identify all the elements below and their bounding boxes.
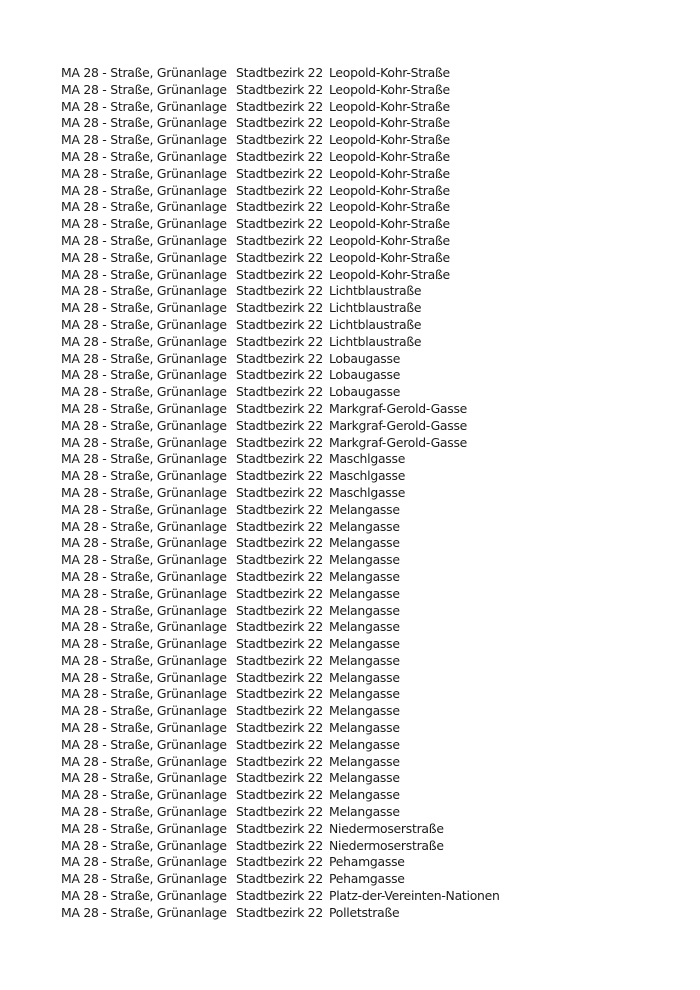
department-cell: MA 28 - Straße, Grünanlage [61,266,227,282]
department-cell: MA 28 - Straße, Grünanlage [61,669,227,685]
table-row [61,401,500,418]
street-cell: Niedermoserstraße [329,837,444,853]
department-cell: MA 28 - Straße, Grünanlage [61,333,227,349]
department-cell: MA 28 - Straße, Grünanlage [61,300,227,316]
district-cell: Stadtbezirk 22 [236,81,323,97]
department-cell: MA 28 - Straße, Grünanlage [61,804,227,820]
table-row [61,686,500,703]
table-row [61,519,500,536]
district-cell: Stadtbezirk 22 [236,703,323,719]
street-cell: Melangasse [329,636,400,652]
table-row [61,351,500,368]
district-cell: Stadtbezirk 22 [236,568,323,584]
street-cell: Melangasse [329,619,400,635]
department-cell: MA 28 - Straße, Grünanlage [61,854,227,870]
table-row [61,737,500,754]
district-cell: Stadtbezirk 22 [236,98,323,114]
street-cell: Maschlgasse [329,451,406,467]
department-cell: MA 28 - Straße, Grünanlage [61,316,227,332]
street-cell: Leopold-Kohr-Straße [329,132,450,148]
district-cell: Stadtbezirk 22 [236,199,323,215]
table-row [61,132,500,149]
table-row [61,267,500,284]
district-cell: Stadtbezirk 22 [236,333,323,349]
table-row [61,888,500,905]
street-cell: Leopold-Kohr-Straße [329,81,450,97]
department-cell: MA 28 - Straße, Grünanlage [61,535,227,551]
department-cell: MA 28 - Straße, Grünanlage [61,585,227,601]
department-cell: MA 28 - Straße, Grünanlage [61,568,227,584]
department-cell: MA 28 - Straße, Grünanlage [61,384,227,400]
department-cell: MA 28 - Straße, Grünanlage [61,148,227,164]
street-cell: Melangasse [329,501,400,517]
street-cell: Pehamgasse [329,871,405,887]
department-cell: MA 28 - Straße, Grünanlage [61,132,227,148]
table-row [61,552,500,569]
table-row [61,435,500,452]
district-cell: Stadtbezirk 22 [236,300,323,316]
street-cell: Melangasse [329,787,400,803]
street-cell: Melangasse [329,770,400,786]
district-cell: Stadtbezirk 22 [236,266,323,282]
department-cell: MA 28 - Straße, Grünanlage [61,182,227,198]
table-row [61,216,500,233]
table-row [61,367,500,384]
street-cell: Melangasse [329,518,400,534]
street-cell: Leopold-Kohr-Straße [329,232,450,248]
district-cell: Stadtbezirk 22 [236,367,323,383]
street-cell: Leopold-Kohr-Straße [329,148,450,164]
district-cell: Stadtbezirk 22 [236,904,323,920]
street-cell: Melangasse [329,652,400,668]
district-cell: Stadtbezirk 22 [236,669,323,685]
department-cell: MA 28 - Straße, Grünanlage [61,552,227,568]
table-row [61,317,500,334]
table-row [61,233,500,250]
department-cell: MA 28 - Straße, Grünanlage [61,115,227,131]
table-row [61,183,500,200]
district-cell: Stadtbezirk 22 [236,837,323,853]
district-cell: Stadtbezirk 22 [236,501,323,517]
street-cell: Melangasse [329,720,400,736]
street-cell: Lobaugasse [329,384,401,400]
street-cell: Maschlgasse [329,484,406,500]
table-row [61,838,500,855]
table-row [61,703,500,720]
street-cell: Melangasse [329,552,400,568]
table-row [61,619,500,636]
district-cell: Stadtbezirk 22 [236,216,323,232]
street-cell: Lichtblaustraße [329,333,422,349]
department-cell: MA 28 - Straße, Grünanlage [61,602,227,618]
district-cell: Stadtbezirk 22 [236,804,323,820]
table-row [61,384,500,401]
department-cell: MA 28 - Straße, Grünanlage [61,619,227,635]
department-cell: MA 28 - Straße, Grünanlage [61,652,227,668]
department-cell: MA 28 - Straße, Grünanlage [61,350,227,366]
street-cell: Lichtblaustraße [329,316,422,332]
department-cell: MA 28 - Straße, Grünanlage [61,904,227,920]
street-cell: Leopold-Kohr-Straße [329,199,450,215]
table-row [61,250,500,267]
department-cell: MA 28 - Straße, Grünanlage [61,199,227,215]
table-row [61,418,500,435]
document-page [61,65,500,922]
department-cell: MA 28 - Straße, Grünanlage [61,81,227,97]
street-cell: Melangasse [329,736,400,752]
district-cell: Stadtbezirk 22 [236,484,323,500]
district-cell: Stadtbezirk 22 [236,619,323,635]
street-cell: Melangasse [329,669,400,685]
department-cell: MA 28 - Straße, Grünanlage [61,736,227,752]
street-cell: Lobaugasse [329,350,401,366]
table-row [61,653,500,670]
street-cell: Leopold-Kohr-Straße [329,65,450,80]
street-cell: Polletstraße [329,904,400,920]
department-cell: MA 28 - Straße, Grünanlage [61,770,227,786]
district-cell: Stadtbezirk 22 [236,132,323,148]
table-row [61,283,500,300]
district-cell: Stadtbezirk 22 [236,736,323,752]
district-cell: Stadtbezirk 22 [236,535,323,551]
district-cell: Stadtbezirk 22 [236,720,323,736]
department-cell: MA 28 - Straße, Grünanlage [61,451,227,467]
street-cell: Lichtblaustraße [329,283,422,299]
table-row [61,754,500,771]
department-cell: MA 28 - Straße, Grünanlage [61,888,227,904]
district-cell: Stadtbezirk 22 [236,165,323,181]
table-row [61,636,500,653]
district-cell: Stadtbezirk 22 [236,350,323,366]
district-cell: Stadtbezirk 22 [236,652,323,668]
table-row [61,99,500,116]
table-row [61,82,500,99]
district-cell: Stadtbezirk 22 [236,552,323,568]
department-cell: MA 28 - Straße, Grünanlage [61,837,227,853]
table-row [61,871,500,888]
department-cell: MA 28 - Straße, Grünanlage [61,686,227,702]
table-row [61,569,500,586]
district-cell: Stadtbezirk 22 [236,770,323,786]
department-cell: MA 28 - Straße, Grünanlage [61,468,227,484]
district-cell: Stadtbezirk 22 [236,636,323,652]
table-row [61,586,500,603]
district-cell: Stadtbezirk 22 [236,384,323,400]
department-cell: MA 28 - Straße, Grünanlage [61,400,227,416]
district-cell: Stadtbezirk 22 [236,871,323,887]
street-cell: Leopold-Kohr-Straße [329,216,450,232]
department-cell: MA 28 - Straße, Grünanlage [61,636,227,652]
table-row [61,821,500,838]
department-cell: MA 28 - Straße, Grünanlage [61,753,227,769]
district-cell: Stadtbezirk 22 [236,417,323,433]
street-cell: Lobaugasse [329,367,401,383]
table-row [61,720,500,737]
department-cell: MA 28 - Straße, Grünanlage [61,501,227,517]
street-cell: Leopold-Kohr-Straße [329,266,450,282]
department-cell: MA 28 - Straße, Grünanlage [61,65,227,80]
department-cell: MA 28 - Straße, Grünanlage [61,703,227,719]
table-row [61,451,500,468]
street-cell: Melangasse [329,585,400,601]
table-row [61,115,500,132]
department-cell: MA 28 - Straße, Grünanlage [61,249,227,265]
district-cell: Stadtbezirk 22 [236,316,323,332]
department-cell: MA 28 - Straße, Grünanlage [61,216,227,232]
district-cell: Stadtbezirk 22 [236,451,323,467]
district-cell: Stadtbezirk 22 [236,468,323,484]
district-cell: Stadtbezirk 22 [236,148,323,164]
street-cell: Markgraf-Gerold-Gasse [329,400,468,416]
street-cell: Melangasse [329,686,400,702]
street-cell: Pehamgasse [329,854,405,870]
table-row [61,334,500,351]
street-cell: Leopold-Kohr-Straße [329,165,450,181]
department-cell: MA 28 - Straße, Grünanlage [61,820,227,836]
district-cell: Stadtbezirk 22 [236,585,323,601]
district-cell: Stadtbezirk 22 [236,518,323,534]
street-cell: Markgraf-Gerold-Gasse [329,434,468,450]
street-cell: Melangasse [329,804,400,820]
district-cell: Stadtbezirk 22 [236,888,323,904]
district-cell: Stadtbezirk 22 [236,249,323,265]
table-row [61,905,500,922]
street-cell: Leopold-Kohr-Straße [329,182,450,198]
table-row [61,300,500,317]
department-cell: MA 28 - Straße, Grünanlage [61,720,227,736]
street-cell: Melangasse [329,535,400,551]
table-row [61,770,500,787]
department-cell: MA 28 - Straße, Grünanlage [61,518,227,534]
district-cell: Stadtbezirk 22 [236,182,323,198]
department-cell: MA 28 - Straße, Grünanlage [61,232,227,248]
department-cell: MA 28 - Straße, Grünanlage [61,484,227,500]
district-cell: Stadtbezirk 22 [236,602,323,618]
department-cell: MA 28 - Straße, Grünanlage [61,165,227,181]
table-row [61,199,500,216]
district-cell: Stadtbezirk 22 [236,854,323,870]
department-cell: MA 28 - Straße, Grünanlage [61,417,227,433]
street-cell: Platz-der-Vereinten-Nationen [329,888,500,904]
district-cell: Stadtbezirk 22 [236,65,323,80]
street-cell: Melangasse [329,703,400,719]
table-row [61,468,500,485]
table-row [61,65,500,82]
department-cell: MA 28 - Straße, Grünanlage [61,98,227,114]
district-cell: Stadtbezirk 22 [236,115,323,131]
table-row [61,166,500,183]
district-cell: Stadtbezirk 22 [236,232,323,248]
table-row [61,485,500,502]
district-cell: Stadtbezirk 22 [236,753,323,769]
district-cell: Stadtbezirk 22 [236,820,323,836]
table-row [61,603,500,620]
department-cell: MA 28 - Straße, Grünanlage [61,787,227,803]
table-row [61,149,500,166]
street-cell: Leopold-Kohr-Straße [329,249,450,265]
district-cell: Stadtbezirk 22 [236,400,323,416]
district-cell: Stadtbezirk 22 [236,686,323,702]
table-row [61,670,500,687]
street-cell: Maschlgasse [329,468,406,484]
street-cell: Leopold-Kohr-Straße [329,115,450,131]
district-cell: Stadtbezirk 22 [236,434,323,450]
table-row [61,787,500,804]
department-cell: MA 28 - Straße, Grünanlage [61,871,227,887]
district-cell: Stadtbezirk 22 [236,283,323,299]
street-cell: Melangasse [329,602,400,618]
table-row [61,854,500,871]
department-cell: MA 28 - Straße, Grünanlage [61,367,227,383]
street-cell: Melangasse [329,568,400,584]
table-row [61,502,500,519]
department-cell: MA 28 - Straße, Grünanlage [61,283,227,299]
street-cell: Lichtblaustraße [329,300,422,316]
street-cell: Leopold-Kohr-Straße [329,98,450,114]
department-cell: MA 28 - Straße, Grünanlage [61,434,227,450]
table-row [61,804,500,821]
district-cell: Stadtbezirk 22 [236,787,323,803]
street-cell: Melangasse [329,753,400,769]
table-row [61,535,500,552]
street-cell: Markgraf-Gerold-Gasse [329,417,468,433]
street-cell: Niedermoserstraße [329,820,444,836]
